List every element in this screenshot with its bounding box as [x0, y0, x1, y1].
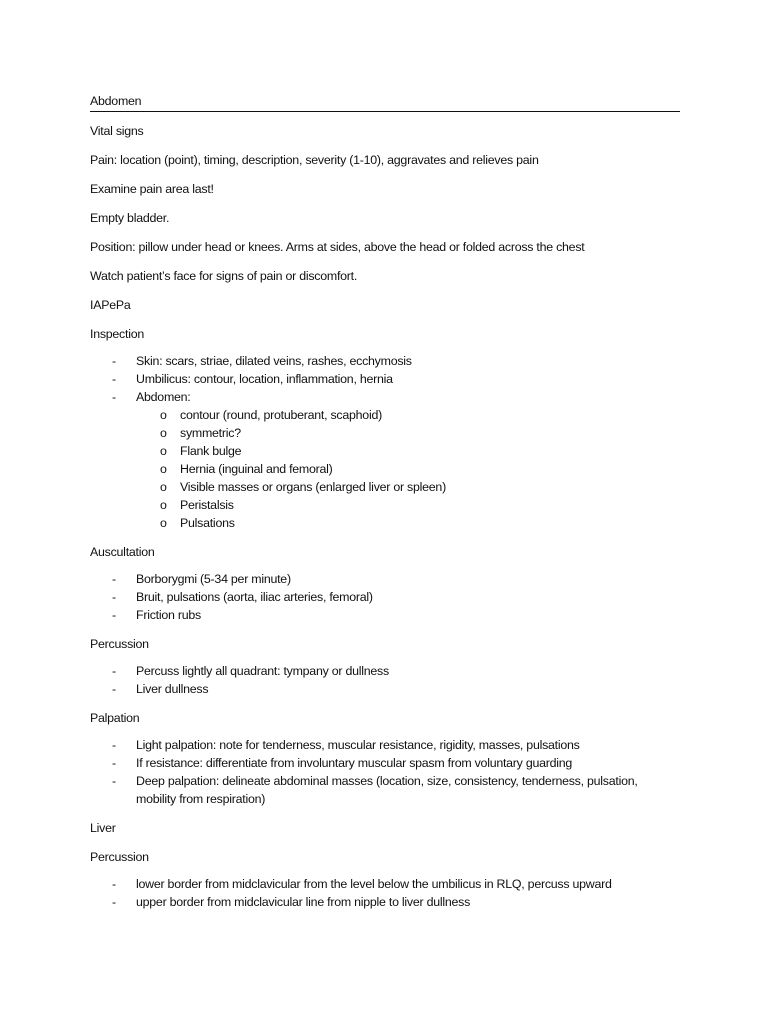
circle-bullet-icon: o	[160, 480, 167, 494]
palpation-heading: Palpation	[90, 711, 140, 725]
list-item-text: Borborygmi (5-34 per minute)	[136, 572, 291, 586]
circle-bullet-icon: o	[160, 498, 167, 512]
sub-list-item	[90, 478, 680, 496]
sub-list-item	[90, 406, 680, 424]
list-item	[90, 662, 680, 680]
dash-marker: -	[112, 682, 116, 696]
auscultation-list	[90, 570, 680, 624]
list-item	[90, 370, 680, 388]
list-item-text: Skin: scars, striae, dilated veins, rashes, ecchymosis	[136, 354, 412, 368]
dash-marker: -	[112, 608, 116, 622]
sub-list-item	[90, 514, 680, 532]
pain-line: Pain: location (point), timing, description, severity (1-10), aggravates and relieves pain	[90, 153, 539, 167]
dash-marker: -	[112, 664, 116, 678]
dash-marker: -	[112, 372, 116, 386]
list-item-text: upper border from midclavicular line from nipple to liver dullness	[136, 895, 471, 909]
liver-percussion-list	[90, 875, 680, 911]
list-item	[90, 570, 680, 588]
list-item-text: Bruit, pulsations (aorta, iliac arteries, femoral)	[136, 590, 373, 604]
list-item-text: lower border from midclavicular from the level below the umbilicus in RLQ, percuss upward	[136, 877, 612, 891]
document-title: Abdomen	[90, 92, 680, 112]
list-item-text: Liver dullness	[136, 682, 209, 696]
circle-bullet-icon: o	[160, 462, 167, 476]
position-line: Position: pillow under head or knees. Arms at sides, above the head or folded across the chest	[90, 240, 585, 254]
inspection-heading: Inspection	[90, 327, 144, 341]
percussion-heading: Percussion	[90, 637, 149, 651]
list-item-text: If resistance: differentiate from involuntary muscular spasm from voluntary guarding	[136, 756, 573, 770]
list-item	[90, 352, 680, 370]
sub-list-item-text: contour (round, protuberant, scaphoid)	[180, 408, 382, 422]
list-item-text: Light palpation: note for tenderness, muscular resistance, rigidity, masses, pulsations	[136, 738, 580, 752]
iapepa-line: IAPePa	[90, 298, 131, 312]
percussion-list	[90, 662, 680, 698]
list-item	[90, 736, 680, 754]
list-item-text: Deep palpation: delineate abdominal masses (location, size, consistency, tenderness, pulsation, mobility from respiration)	[136, 774, 638, 806]
sub-list-item-text: Flank bulge	[180, 444, 242, 458]
liver-heading: Liver	[90, 821, 116, 835]
list-item	[90, 588, 680, 606]
dash-marker: -	[112, 774, 116, 788]
auscultation-heading: Auscultation	[90, 545, 155, 559]
dash-marker: -	[112, 590, 116, 604]
dash-marker: -	[112, 354, 116, 368]
sub-list-item	[90, 442, 680, 460]
list-item	[90, 772, 680, 808]
dash-marker: -	[112, 895, 116, 909]
sub-list-item-text: Peristalsis	[180, 498, 234, 512]
vital-signs-line: Vital signs	[90, 124, 144, 138]
dash-marker: -	[112, 390, 116, 404]
list-item-text: Umbilicus: contour, location, inflammation, hernia	[136, 372, 393, 386]
sub-list-item-text: Visible masses or organs (enlarged liver or spleen)	[180, 480, 446, 494]
list-item-text: Friction rubs	[136, 608, 201, 622]
inspection-list	[90, 352, 680, 532]
dash-marker: -	[112, 738, 116, 752]
sub-list-item	[90, 424, 680, 442]
circle-bullet-icon: o	[160, 516, 167, 530]
list-item	[90, 388, 680, 406]
dash-marker: -	[112, 877, 116, 891]
sub-list-item-text: Pulsations	[180, 516, 235, 530]
abdomen-sublist	[90, 406, 680, 532]
dash-marker: -	[112, 572, 116, 586]
liver-percussion-heading: Percussion	[90, 850, 149, 864]
list-item	[90, 606, 680, 624]
empty-bladder-line: Empty bladder.	[90, 211, 170, 225]
sub-list-item-text: symmetric?	[180, 426, 241, 440]
circle-bullet-icon: o	[160, 426, 167, 440]
list-item	[90, 754, 680, 772]
document-page	[90, 92, 680, 911]
examine-pain-line: Examine pain area last!	[90, 182, 214, 196]
list-item-text: Abdomen:	[136, 390, 191, 404]
list-item	[90, 875, 680, 893]
dash-marker: -	[112, 756, 116, 770]
sub-list-item	[90, 496, 680, 514]
sub-list-item-text: Hernia (inguinal and femoral)	[180, 462, 333, 476]
sub-list-item	[90, 460, 680, 478]
list-item	[90, 893, 680, 911]
watch-face-line: Watch patient’s face for signs of pain or discomfort.	[90, 269, 358, 283]
palpation-list	[90, 736, 680, 808]
circle-bullet-icon: o	[160, 408, 167, 422]
list-item	[90, 680, 680, 698]
list-item-text: Percuss lightly all quadrant: tympany or dullness	[136, 664, 389, 678]
circle-bullet-icon: o	[160, 444, 167, 458]
